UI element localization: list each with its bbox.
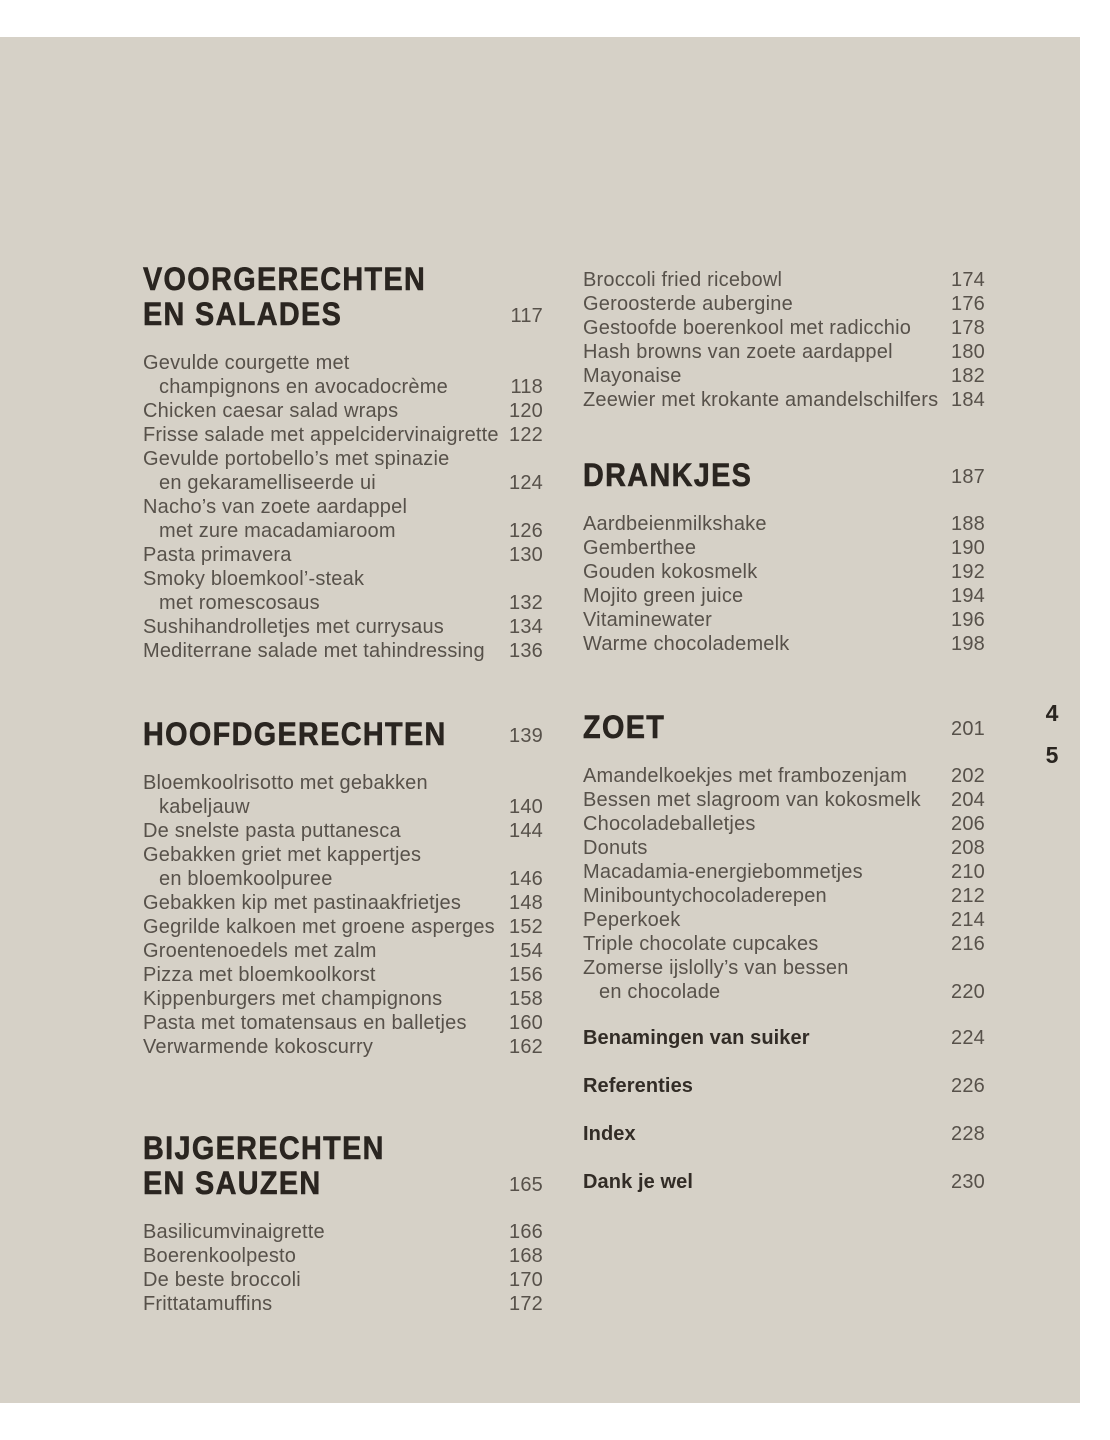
entry-title bbox=[143, 1244, 296, 1268]
entry-title-line: Verwarmende kokoscurry bbox=[143, 1036, 374, 1058]
entry-title-line: Zeewier met krokante amandelschilfers bbox=[583, 389, 939, 411]
toc-entry bbox=[583, 632, 985, 656]
toc-entry bbox=[143, 1220, 543, 1244]
entry-title-line: en gekaramelliseerde ui bbox=[159, 472, 376, 494]
entry-title bbox=[583, 560, 757, 584]
entry-title-line: Gegrilde kalkoen met groene asperges bbox=[143, 916, 495, 938]
entry-title bbox=[143, 447, 449, 495]
toc-entry bbox=[143, 1011, 543, 1035]
entry-page-number: 198 bbox=[951, 633, 985, 655]
toc-entry bbox=[143, 1035, 543, 1059]
entry-page-number: 212 bbox=[951, 885, 985, 907]
toc-entry bbox=[143, 639, 543, 663]
entry-title-line: Index bbox=[583, 1123, 636, 1145]
entry-page-number: 136 bbox=[509, 640, 543, 662]
entry-title-line: Donuts bbox=[583, 837, 648, 859]
entry-title-line: Frisse salade met appelcidervinaigrette bbox=[143, 424, 499, 446]
section-title bbox=[583, 710, 665, 745]
entry-title bbox=[143, 915, 495, 939]
entry-title-line: Triple chocolate cupcakes bbox=[583, 933, 819, 955]
entry-title bbox=[143, 1011, 467, 1035]
entry-page-number: 158 bbox=[509, 988, 543, 1010]
toc-entry bbox=[143, 939, 543, 963]
entry-title-line: Warme chocolademelk bbox=[583, 633, 790, 655]
entry-title-line: Smoky bloemkool’-steak bbox=[143, 568, 365, 590]
entry-title-line: Aardbeienmilkshake bbox=[583, 513, 767, 535]
entry-title bbox=[583, 388, 938, 412]
entry-title bbox=[143, 495, 407, 543]
toc-entry bbox=[583, 836, 985, 860]
entry-title-line: Frittatamuffins bbox=[143, 1293, 273, 1315]
entry-title bbox=[583, 1074, 693, 1098]
entry-page-number: 134 bbox=[509, 616, 543, 638]
toc-entry bbox=[583, 560, 985, 584]
entry-title-line: Dank je wel bbox=[583, 1171, 694, 1193]
entry-title bbox=[583, 1026, 810, 1050]
toc-section bbox=[143, 262, 543, 663]
entry-page-number: 168 bbox=[509, 1245, 543, 1267]
entry-title bbox=[583, 316, 911, 340]
entry-page-number: 196 bbox=[951, 609, 985, 631]
entry-title-line: Gevulde courgette met bbox=[143, 352, 350, 374]
section-page-number: 201 bbox=[951, 718, 985, 740]
entry-title-line: Gemberthee bbox=[583, 537, 697, 559]
entry-title-line: Peperkoek bbox=[583, 909, 681, 931]
entry-page-number: 182 bbox=[951, 365, 985, 387]
entry-title bbox=[583, 292, 793, 316]
toc-entry bbox=[143, 987, 543, 1011]
entry-title-line: Mediterrane salade met tahindressing bbox=[143, 640, 485, 662]
toc-entry bbox=[143, 963, 543, 987]
toc-entry bbox=[583, 1122, 985, 1146]
entry-title bbox=[143, 639, 485, 663]
entry-title bbox=[583, 584, 743, 608]
entry-title-line: Gouden kokosmelk bbox=[583, 561, 758, 583]
entry-title bbox=[583, 536, 696, 560]
entry-page-number: 188 bbox=[951, 513, 985, 535]
entry-title-line: Nacho’s van zoete aardappel bbox=[143, 496, 408, 518]
section-heading bbox=[143, 262, 543, 332]
entry-title bbox=[143, 819, 401, 843]
entry-title bbox=[583, 340, 893, 364]
entry-title bbox=[583, 268, 782, 292]
entry-page-number: 160 bbox=[509, 1012, 543, 1034]
entry-title-line: Boerenkoolpesto bbox=[143, 1245, 297, 1267]
entry-title-line: Gestoofde boerenkool met radicchio bbox=[583, 317, 912, 339]
book-folio-numbers bbox=[1036, 701, 1068, 767]
toc-entry bbox=[583, 788, 985, 812]
entry-title-line: Groentenoedels met zalm bbox=[143, 940, 377, 962]
entry-title bbox=[583, 764, 907, 788]
entry-page-number: 154 bbox=[509, 940, 543, 962]
section-title bbox=[143, 262, 426, 332]
entry-title bbox=[583, 860, 863, 884]
entry-page-number: 148 bbox=[509, 892, 543, 914]
entry-title bbox=[143, 963, 376, 987]
entry-title-line: Zomerse ijslolly’s van bessen bbox=[583, 957, 849, 979]
entry-page-number: 162 bbox=[509, 1036, 543, 1058]
entry-title-line: Kippenburgers met champignons bbox=[143, 988, 443, 1010]
entry-page-number: 208 bbox=[951, 837, 985, 859]
entry-title-line: Pasta primavera bbox=[143, 544, 292, 566]
entry-title-line: De snelste pasta puttanesca bbox=[143, 820, 401, 842]
toc-entry bbox=[583, 536, 985, 560]
entry-page-number: 174 bbox=[951, 269, 985, 291]
entry-title-line: Bessen met slagroom van kokosmelk bbox=[583, 789, 921, 811]
entry-page-number: 176 bbox=[951, 293, 985, 315]
entry-title-line: Geroosterde aubergine bbox=[583, 293, 793, 315]
entry-title-line: Minibountychocoladerepen bbox=[583, 885, 827, 907]
entry-title-line: Pasta met tomatensaus en balletjes bbox=[143, 1012, 467, 1034]
entry-page-number: 210 bbox=[951, 861, 985, 883]
toc-entry bbox=[583, 1170, 985, 1194]
entry-title bbox=[143, 543, 292, 567]
toc-entry bbox=[143, 399, 543, 423]
section-title bbox=[143, 717, 447, 752]
entry-page-number: 120 bbox=[509, 400, 543, 422]
toc-book-page bbox=[0, 37, 1080, 1403]
toc-entry bbox=[583, 512, 985, 536]
entry-title-line: De beste broccoli bbox=[143, 1269, 301, 1291]
entry-title bbox=[143, 1035, 373, 1059]
toc-entry bbox=[143, 915, 543, 939]
entry-title-line: Referenties bbox=[583, 1075, 694, 1097]
toc-entry bbox=[583, 268, 985, 292]
section-heading bbox=[583, 710, 985, 745]
toc-entry bbox=[143, 771, 543, 819]
entry-title-line: Mayonaise bbox=[583, 365, 682, 387]
toc-column-left bbox=[143, 262, 543, 1316]
entry-title-line: Gebakken griet met kappertjes bbox=[143, 844, 422, 866]
section-title-line: HOOFDGERECHTEN bbox=[143, 716, 447, 752]
toc-entry bbox=[583, 340, 985, 364]
toc-entry bbox=[143, 891, 543, 915]
entry-title-line: Gebakken kip met pastinaakfrietjes bbox=[143, 892, 462, 914]
toc-entry bbox=[143, 843, 543, 891]
section-heading bbox=[583, 458, 985, 493]
entry-page-number: 166 bbox=[509, 1221, 543, 1243]
entry-title bbox=[143, 843, 421, 891]
entry-title bbox=[143, 423, 499, 447]
toc-entry bbox=[583, 932, 985, 956]
entry-title bbox=[583, 1170, 693, 1194]
section-page-number: 139 bbox=[509, 725, 543, 747]
entry-page-number: 192 bbox=[951, 561, 985, 583]
entry-title-line: Chicken caesar salad wraps bbox=[143, 400, 399, 422]
entry-page-number: 146 bbox=[509, 868, 543, 890]
toc-entry bbox=[583, 1074, 985, 1098]
entry-title-line: Gevulde portobello’s met spinazie bbox=[143, 448, 450, 470]
entry-title bbox=[583, 608, 712, 632]
section-heading bbox=[143, 1131, 543, 1201]
entry-page-number: 118 bbox=[510, 376, 543, 398]
entry-title-line: met zure macadamiaroom bbox=[159, 520, 396, 542]
entry-title bbox=[583, 512, 767, 536]
entry-title-line: met romescosaus bbox=[159, 592, 320, 614]
toc-entry bbox=[583, 292, 985, 316]
entry-page-number: 230 bbox=[951, 1171, 985, 1193]
entry-page-number: 194 bbox=[951, 585, 985, 607]
section-title-line: BIJGERECHTEN bbox=[143, 1130, 385, 1166]
entry-title bbox=[143, 399, 398, 423]
entry-page-number: 124 bbox=[509, 472, 543, 494]
entry-title-line: Broccoli fried ricebowl bbox=[583, 269, 783, 291]
entry-title bbox=[583, 788, 921, 812]
toc-entry bbox=[583, 860, 985, 884]
entry-title-line: Macadamia-energiebommetjes bbox=[583, 861, 863, 883]
entry-title-line: Benamingen van suiker bbox=[583, 1027, 810, 1049]
toc-entry bbox=[583, 388, 985, 412]
entry-page-number: 144 bbox=[509, 820, 543, 842]
entry-page-number: 184 bbox=[951, 389, 985, 411]
entry-title-line: Mojito green juice bbox=[583, 585, 744, 607]
toc-entry bbox=[583, 764, 985, 788]
entry-page-number: 126 bbox=[509, 520, 543, 542]
section-title-line: EN SALADES bbox=[143, 296, 343, 332]
toc-entry bbox=[143, 567, 543, 615]
entry-page-number: 226 bbox=[951, 1075, 985, 1097]
entry-title bbox=[583, 956, 849, 1004]
entry-title-line: Hash browns van zoete aardappel bbox=[583, 341, 893, 363]
entry-title bbox=[583, 1122, 636, 1146]
toc-section bbox=[583, 268, 985, 412]
entry-title bbox=[583, 812, 756, 836]
entry-title bbox=[143, 1292, 272, 1316]
toc-entry bbox=[143, 495, 543, 543]
toc-entry bbox=[143, 1244, 543, 1268]
section-title-line: EN SAUZEN bbox=[143, 1165, 322, 1201]
toc-entry bbox=[143, 423, 543, 447]
folio-number-right: 5 bbox=[1045, 742, 1059, 768]
entry-title bbox=[143, 891, 461, 915]
toc-entry bbox=[583, 316, 985, 340]
toc-entry bbox=[143, 1268, 543, 1292]
entry-page-number: 140 bbox=[509, 796, 543, 818]
toc-entry bbox=[583, 908, 985, 932]
entry-title-line: kabeljauw bbox=[159, 796, 250, 818]
toc-section bbox=[583, 1026, 985, 1194]
entry-title bbox=[583, 884, 827, 908]
toc-section bbox=[583, 458, 985, 656]
entry-title-line: Chocoladeballetjes bbox=[583, 813, 756, 835]
entry-page-number: 170 bbox=[509, 1269, 543, 1291]
entry-page-number: 224 bbox=[951, 1027, 985, 1049]
entry-title bbox=[583, 836, 648, 860]
toc-entry bbox=[143, 543, 543, 567]
entry-title-line: Vitaminewater bbox=[583, 609, 712, 631]
section-heading bbox=[143, 717, 543, 752]
entry-title bbox=[143, 615, 444, 639]
entry-page-number: 228 bbox=[951, 1123, 985, 1145]
entry-title-line: Amandelkoekjes met frambozenjam bbox=[583, 765, 908, 787]
entry-page-number: 156 bbox=[509, 964, 543, 986]
entry-page-number: 172 bbox=[509, 1293, 543, 1315]
entry-title-line: Bloemkoolrisotto met gebakken bbox=[143, 772, 428, 794]
section-page-number: 187 bbox=[951, 466, 985, 488]
section-page-number: 165 bbox=[509, 1174, 543, 1196]
entry-title-line: Pizza met bloemkoolkorst bbox=[143, 964, 376, 986]
section-title-line: VOORGERECHTEN bbox=[143, 261, 427, 297]
entry-page-number: 202 bbox=[951, 765, 985, 787]
toc-entry bbox=[583, 364, 985, 388]
toc-entry bbox=[143, 351, 543, 399]
entry-page-number: 132 bbox=[509, 592, 543, 614]
section-title-line: DRANKJES bbox=[583, 457, 753, 493]
entry-title-line: en bloemkoolpuree bbox=[159, 868, 333, 890]
folio-number-left: 4 bbox=[1045, 700, 1059, 726]
entry-title bbox=[583, 932, 819, 956]
section-title bbox=[583, 458, 752, 493]
entry-page-number: 130 bbox=[509, 544, 543, 566]
section-title-line: ZOET bbox=[583, 709, 666, 745]
entry-page-number: 220 bbox=[951, 981, 985, 1003]
toc-entry bbox=[143, 1292, 543, 1316]
entry-title bbox=[583, 632, 789, 656]
entry-page-number: 152 bbox=[509, 916, 543, 938]
entry-page-number: 206 bbox=[951, 813, 985, 835]
toc-entry bbox=[143, 447, 543, 495]
entry-page-number: 178 bbox=[951, 317, 985, 339]
entry-title-line: Sushihandrolletjes met currysaus bbox=[143, 616, 444, 638]
entry-title bbox=[143, 771, 428, 819]
entry-page-number: 204 bbox=[951, 789, 985, 811]
toc-entry bbox=[583, 812, 985, 836]
entry-title-line: en chocolade bbox=[599, 981, 721, 1003]
toc-section bbox=[143, 1131, 543, 1316]
entry-page-number: 122 bbox=[509, 424, 543, 446]
toc-entry bbox=[583, 608, 985, 632]
entry-title-line: champignons en avocadocrème bbox=[159, 376, 448, 398]
entry-page-number: 180 bbox=[951, 341, 985, 363]
entry-title bbox=[583, 364, 682, 388]
entry-title bbox=[143, 987, 442, 1011]
toc-entry bbox=[583, 884, 985, 908]
entry-title-line: Basilicumvinaigrette bbox=[143, 1221, 325, 1243]
entry-page-number: 190 bbox=[951, 537, 985, 559]
entry-title bbox=[143, 567, 364, 615]
toc-entry bbox=[583, 956, 985, 1004]
toc-entry bbox=[143, 819, 543, 843]
entry-title bbox=[143, 1268, 301, 1292]
entry-title bbox=[143, 939, 377, 963]
toc-section bbox=[583, 710, 985, 1004]
entry-title bbox=[143, 351, 448, 399]
entry-title bbox=[143, 1220, 325, 1244]
toc-entry bbox=[583, 1026, 985, 1050]
entry-page-number: 214 bbox=[951, 909, 985, 931]
entry-title bbox=[583, 908, 680, 932]
toc-entry bbox=[143, 615, 543, 639]
entry-page-number: 216 bbox=[951, 933, 985, 955]
toc-section bbox=[143, 717, 543, 1059]
toc-column-right bbox=[583, 268, 985, 1194]
toc-entry bbox=[583, 584, 985, 608]
section-page-number: 117 bbox=[510, 305, 543, 327]
section-title bbox=[143, 1131, 385, 1201]
